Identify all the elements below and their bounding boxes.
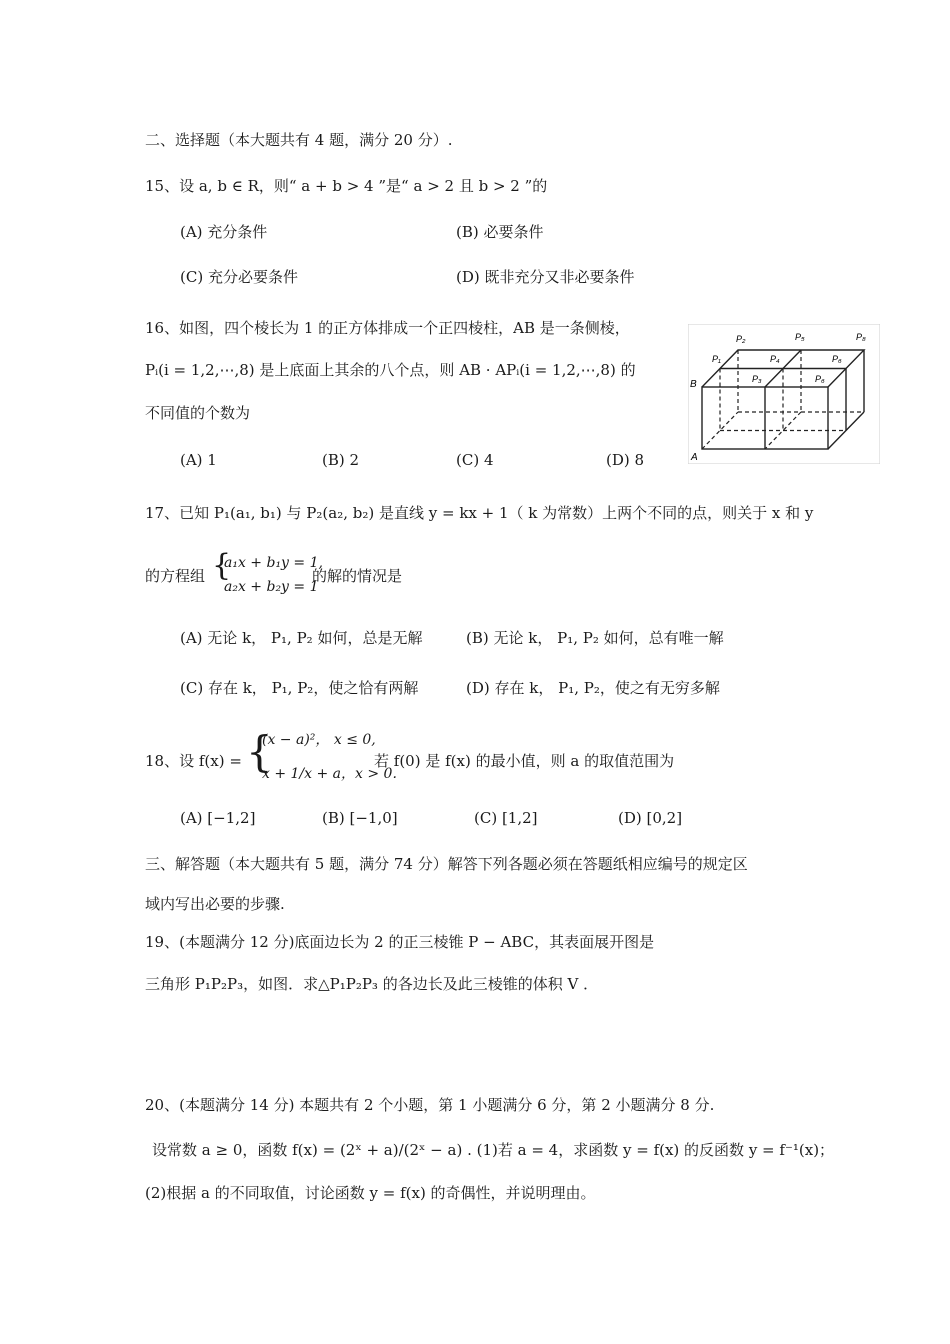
- q17-system-eq1: a₁x + b₁y = 1,: [224, 555, 323, 571]
- q16-option-b: (B) 2: [322, 451, 360, 469]
- q18-option-a: (A) [−1,2]: [180, 809, 256, 827]
- label-p1: P₁: [712, 354, 721, 364]
- q18-brace: {: [246, 727, 273, 776]
- q17-option-a: (A) 无论 k， P₁, P₂ 如何，总是无解: [180, 629, 423, 647]
- q17-option-c: (C) 存在 k， P₁, P₂，使之恰有两解: [180, 679, 419, 697]
- q16-option-a: (A) 1: [180, 451, 217, 469]
- label-p4: P₄: [770, 354, 780, 364]
- label-a: A: [691, 452, 698, 463]
- q20-line3: (2)根据 a 的不同取值，讨论函数 y = f(x) 的奇偶性，并说明理由。: [145, 1184, 596, 1202]
- label-p8: P₈: [856, 332, 866, 342]
- label-p3: P₃: [752, 374, 762, 384]
- q16-line2: Pᵢ(i = 1,2,⋯,8) 是上底面上其余的八个点，则 AB · APᵢ(i = 1,2,⋯,8) 的: [145, 361, 636, 379]
- label-p6: P₆: [815, 374, 825, 384]
- q15-stem: 15、设 a, b ∈ R，则“ a + b > 4 ”是“ a > 2 且 b > 2 ”的: [145, 177, 548, 195]
- q17-option-d: (D) 存在 k， P₁, P₂，使之有无穷多解: [466, 679, 720, 697]
- q20-line1: 20、(本题满分 14 分) 本题共有 2 个小题，第 1 小题满分 6 分，第 2 小题满分 8 分.: [145, 1096, 715, 1114]
- q17-system-suffix: 的解的情况是: [312, 567, 403, 585]
- q16-line1: 16、如图，四个棱长为 1 的正方体排成一个正四棱柱，AB 是一条侧棱，: [145, 319, 630, 337]
- q18-case1: (x − a)²， x ≤ 0,: [262, 732, 376, 748]
- prism-diagram: [688, 324, 880, 464]
- q18-prefix: 18、设 f(x) =: [145, 752, 242, 770]
- q16-option-c: (C) 4: [456, 451, 494, 469]
- q15-option-d: (D) 既非充分又非必要条件: [456, 268, 635, 286]
- section2-heading: 二、选择题（本大题共有 4 题，满分 20 分）.: [145, 131, 453, 149]
- q17-system-brace: {: [212, 548, 232, 583]
- q19-line1: 19、(本题满分 12 分)底面边长为 2 的正三棱锥 P − ABC，其表面展开图是: [145, 933, 655, 951]
- q15-option-a: (A) 充分条件: [180, 223, 268, 241]
- q19-line2: 三角形 P₁P₂P₃，如图．求△P₁P₂P₃ 的各边长及此三棱锥的体积 V ．: [145, 975, 599, 993]
- q16-prism-figure: [688, 324, 880, 464]
- q17-option-b: (B) 无论 k， P₁, P₂ 如何，总有唯一解: [466, 629, 724, 647]
- q17-system-prefix: 的方程组: [145, 567, 206, 585]
- label-p2: P₂: [736, 334, 746, 344]
- q16-option-d: (D) 8: [606, 451, 645, 469]
- q18-option-c: (C) [1,2]: [474, 809, 538, 827]
- section3-line1: 三、解答题（本大题共有 5 题，满分 74 分）解答下列各题必须在答题纸相应编号的规定区: [145, 855, 748, 873]
- q15-option-b: (B) 必要条件: [456, 223, 544, 241]
- q15-option-c: (C) 充分必要条件: [180, 268, 298, 286]
- q20-line2: 设常数 a ≥ 0，函数 f(x) = (2ˣ + a)/(2ˣ − a) . (1)若 a = 4，求函数 y = f(x) 的反函数 y = f⁻¹(x)；: [152, 1141, 835, 1159]
- label-b: B: [690, 379, 697, 390]
- q18-suffix: 若 f(0) 是 f(x) 的最小值，则 a 的取值范围为: [374, 752, 675, 770]
- label-p6-top: P₆: [832, 354, 842, 364]
- label-p5: P₅: [795, 332, 805, 342]
- q18-option-b: (B) [−1,0]: [322, 809, 398, 827]
- section3-line2: 域内写出必要的步骤.: [145, 895, 285, 913]
- q17-system-eq2: a₂x + b₂y = 1: [224, 579, 319, 595]
- q18-option-d: (D) [0,2]: [618, 809, 683, 827]
- q17-line1: 17、已知 P₁(a₁, b₁) 与 P₂(a₂, b₂) 是直线 y = kx + 1（ k 为常数）上两个不同的点，则关于 x 和 y: [145, 504, 814, 522]
- q18-case2: x + 1/x + a，x > 0.: [262, 766, 397, 782]
- q16-line3: 不同值的个数为: [145, 404, 251, 422]
